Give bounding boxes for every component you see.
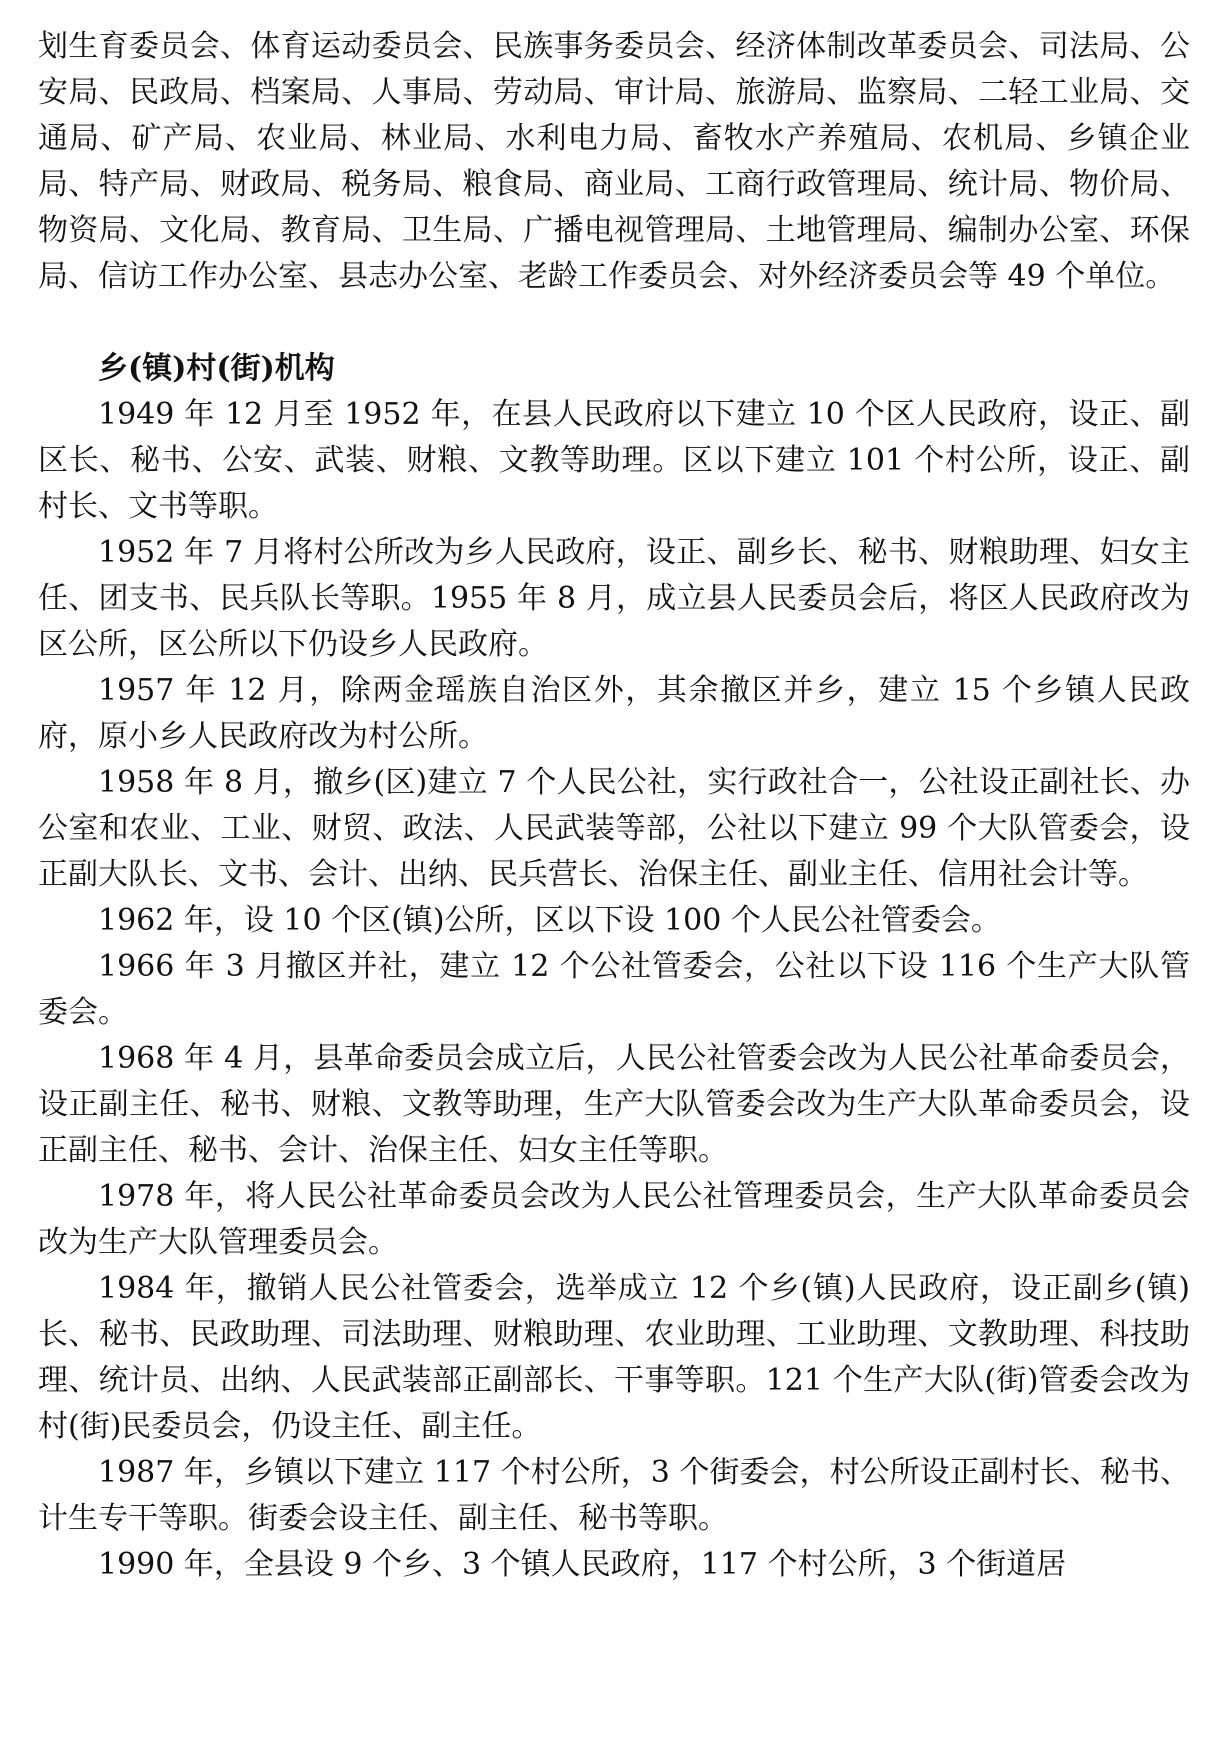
paragraph-1990: 1990 年，全县设 9 个乡、3 个镇人民政府，117 个村公所，3 个街道居 (98, 1547, 1067, 1582)
paragraph-1987: 1987 年，乡镇以下建立 117 个村公所，3 个街委会，村公所设正副村长、秘书、计生专干等职。街委会设主任、副主任、秘书等职。 (38, 1455, 1190, 1536)
paragraph-1952: 1952 年 7 月将村公所改为乡人民政府，设正、副乡长、秘书、财粮助理、妇女主任、团支书、民兵队长等职。1955 年 8 月，成立县人民委员会后，将区人民政府改为区公所，区公所以下仍设乡人民政府。 (38, 535, 1190, 662)
intro-paragraph: 划生育委员会、体育运动委员会、民族事务委员会、经济体制改革委员会、司法局、公安局、民政局、档案局、人事局、劳动局、审计局、旅游局、监察局、二轻工业局、交通局、矿产局、农业局、林业局、水利电力局、畜牧水产养殖局、农机局、乡镇企业局、特产局、财政局、税务局、粮食局、商业局、工商行政管理局、统计局、物价局、物资局、文化局、教育局、卫生局、广播电视管理局、土地管理局、编制办公室、环保局、信访工作办公室、县志办公室、老龄工作委员会、对外经济委员会等 49 个单位。 (38, 29, 1190, 294)
paragraph-1957: 1957 年 12 月，除两金瑶族自治区外，其余撤区并乡，建立 15 个乡镇人民政府，原小乡人民政府改为村公所。 (38, 673, 1190, 754)
paragraph-1958: 1958 年 8 月，撤乡(区)建立 7 个人民公社，实行政社合一，公社设正副社长、办公室和农业、工业、财贸、政法、人民武装等部，公社以下建立 99 个大队管委会，设正副大队长、文书、会计、出纳、民兵营长、治保主任、副业主任、信用社会计等。 (38, 765, 1190, 892)
paragraph-1962: 1962 年，设 10 个区(镇)公所，区以下设 100 个人民公社管委会。 (98, 903, 1001, 938)
paragraph-1949: 1949 年 12 月至 1952 年，在县人民政府以下建立 10 个区人民政府，设正、副区长、秘书、公安、武装、财粮、文教等助理。区以下建立 101 个村公所，设正、副村长、文书等职。 (38, 397, 1190, 524)
paragraph-1966: 1966 年 3 月撤区并社，建立 12 个公社管委会，公社以下设 116 个生产大队管委会。 (38, 949, 1190, 1030)
section-heading: 乡(镇)村(街)机构 (98, 351, 335, 386)
paragraph-1968: 1968 年 4 月，县革命委员会成立后，人民公社管委会改为人民公社革命委员会，设正副主任、秘书、财粮、文教等助理，生产大队管委会改为生产大队革命委员会，设正副主任、秘书、会计、治保主任、妇女主任等职。 (38, 1041, 1190, 1168)
document-page (38, 24, 1190, 1588)
paragraph-1978: 1978 年，将人民公社革命委员会改为人民公社管理委员会，生产大队革命委员会改为生产大队管理委员会。 (38, 1179, 1190, 1260)
paragraph-1984: 1984 年，撤销人民公社管委会，选举成立 12 个乡(镇)人民政府，设正副乡(镇)长、秘书、民政助理、司法助理、财粮助理、农业助理、工业助理、文教助理、科技助理、统计员、出纳、人民武装部正副部长、干事等职。121 个生产大队(街)管委会改为村(街)民委员会，仍设主任、副主任。 (38, 1271, 1190, 1444)
